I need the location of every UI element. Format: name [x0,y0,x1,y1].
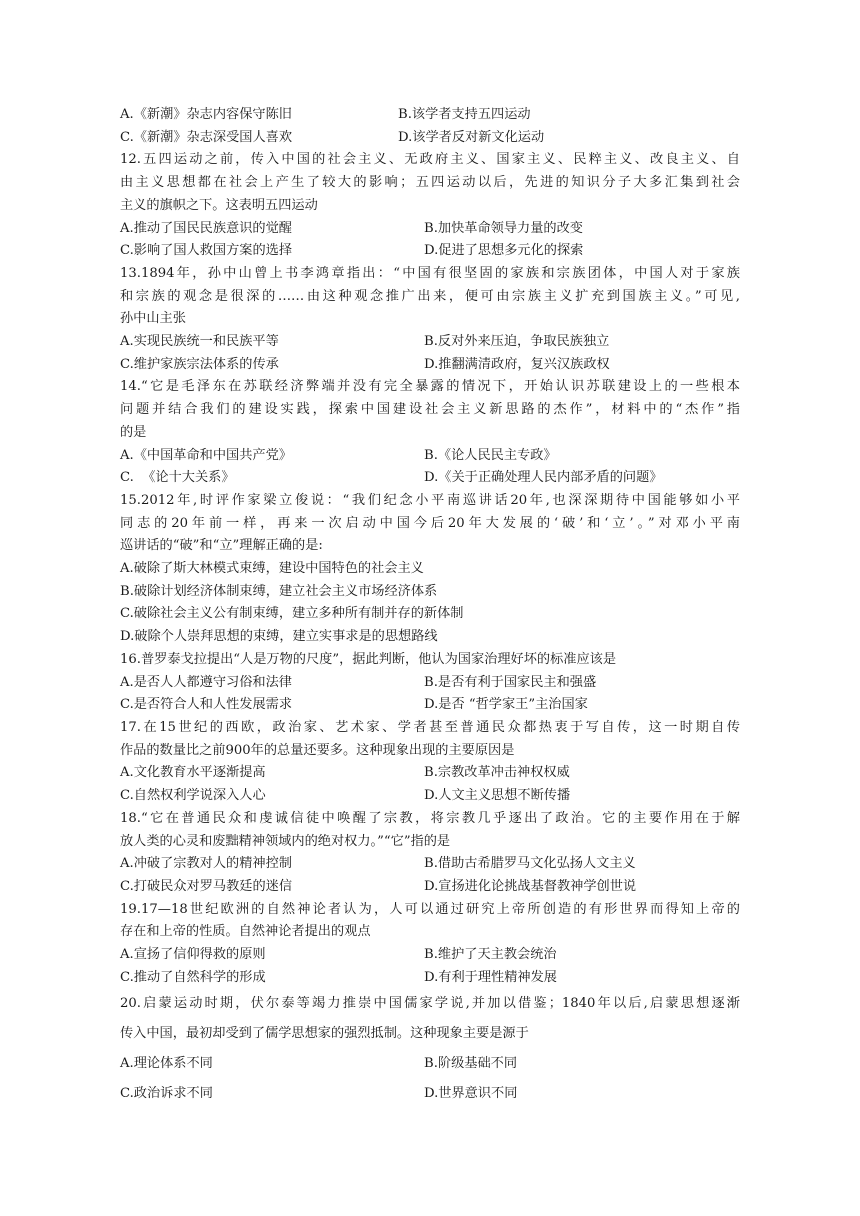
question-19 [120,899,740,990]
q17-option-a: A.文化教育水平逐渐提高 [120,765,266,781]
question-13 [120,263,740,377]
q13-options-row-1 [120,331,740,354]
q14-option-d: D.《关于正确处理人民内部矛盾的问题》 [424,470,663,486]
q12-stem-line-3: 主义的旗帜之下。这表明五四运动 [120,197,318,213]
question-14 [120,376,740,490]
q11-options-row-1 [120,104,740,127]
q15-stem-line-1: 15.2012年,时评作家梁立俊说：“我们纪念小平南巡讲话20年,也深深期待中国能够如小平 [120,492,740,508]
q13-stem-line-2: 和宗族的观念是很深的……由这种观念推广出来，便可由宗族主义扩充到国族主义。”可见, [120,288,740,304]
q11-option-c: C.《新潮》杂志深受国人喜欢 [120,129,293,145]
q17-options-row-2 [120,785,740,808]
q13-stem-line-1: 13.1894年，孙中山曾上书李鸿章指出：“中国有很坚固的家族和宗族团体，中国人对于家族 [120,265,740,281]
q11-option-b: B.该学者支持五四运动 [398,107,531,122]
q12-stem-line-1: 12.五四运动之前，传入中国的社会主义、无政府主义、国家主义、民粹主义、改良主义、自 [120,152,740,168]
q16-stem-line-1: 16.普罗泰戈拉提出“人是万物的尺度”，据此判断，他认为国家治理好坏的标准应该是 [120,651,617,667]
q12-options-row-1 [120,218,740,241]
q18-option-c: C.打破民众对罗马教廷的迷信 [120,878,293,894]
q17-stem-line-1: 17.在15世纪的西欧，政治家、艺术家、学者甚至普通民众都热衷于写自传，这一时期自传 [120,719,740,735]
q12-option-a: A.推动了国民民族意识的觉醒 [120,220,292,236]
q16-options-row-1 [120,672,740,695]
q18-option-d: D.宣扬进化论挑战基督教神学创世说 [424,878,637,894]
q18-option-a: A.冲破了宗教对人的精神控制 [120,856,292,872]
q13-option-b: B.反对外来压迫，争取民族独立 [424,334,610,350]
q20-options-row-1 [120,1049,740,1079]
q11-option-d: D.该学者反对新文化运动 [398,129,545,145]
q11-options-row-2 [120,127,740,150]
q18-options-row-2 [120,876,740,899]
q16-option-d: D.是否 “哲学家王”主治国家 [424,697,588,713]
q14-option-b: B.《论人民民主专政》 [424,447,557,463]
q13-option-a: A.实现民族统一和民族平等 [120,334,279,350]
q20-option-a: A.理论体系不同 [120,1056,213,1072]
q19-option-b: B.维护了天主教会统治 [424,947,557,963]
question-16 [120,649,740,717]
q18-stem-line-1: 18.“它在普通民众和虔诚信徒中唤醒了宗教，将宗教几乎逐出了政治。它的主要作用在于解 [120,810,740,826]
q19-options-row-1 [120,944,740,967]
q19-options-row-2 [120,967,740,990]
q14-options-row-2 [120,467,740,490]
question-15 [120,490,740,649]
q17-option-c: C.自然权利学说深入人心 [120,788,266,804]
q17-option-b: B.宗教改革冲击神权权威 [424,765,570,781]
q15-option-c: C.破除社会主义公有制束缚，建立多种所有制并存的新体制 [120,606,464,622]
question-20 [120,989,740,1109]
q14-stem-line-1: 14.“它是毛泽东在苏联经济弊端并没有完全暴露的情况下，开始认识苏联建设上的一些根本 [120,379,740,395]
q16-option-a: A.是否人人都遵守习俗和法律 [120,674,292,690]
q13-option-c: C.维护家族宗法体系的传承 [120,356,279,372]
q20-option-d: D.世界意识不同 [424,1086,518,1102]
q15-option-d: D.破除个人崇拜思想的束缚，建立实事求是的思想路线 [120,629,438,645]
q15-option-b: B.破除计划经济体制束缚，建立社会主义市场经济体系 [120,583,438,599]
q12-option-c: C.影响了国人救国方案的选择 [120,243,293,259]
q14-stem-line-2: 问题并结合我们的建设实践，探索中国建设社会主义新思路的杰作”，材料中的“杰作”指 [120,402,740,418]
q14-options-row-1 [120,445,740,468]
q13-option-d: D.推翻满清政府，复兴汉族政权 [424,356,610,372]
q18-stem-line-2: 放人类的心灵和废黜精神领域内的绝对权力。”“它”指的是 [120,833,451,849]
q12-options-row-2 [120,240,740,263]
q11-option-a: A.《新潮》杂志内容保守陈旧 [120,107,292,122]
exam-page [120,104,740,1109]
q12-stem-line-2: 由主义思想都在社会上产生了较大的影响；五四运动以后，先进的知识分子大多汇集到社会 [120,175,740,191]
q17-option-d: D.人文主义思想不断传播 [424,788,571,804]
q18-options-row-1 [120,853,740,876]
q16-options-row-2 [120,694,740,717]
q14-stem-line-3: 的是 [120,424,147,440]
q19-option-a: A.宣扬了信仰得救的原则 [120,947,266,963]
q17-stem-line-2: 作品的数量比之前900年的总量还要多。这种现象出现的主要原因是 [120,742,515,758]
q13-options-row-2 [120,354,740,377]
q15-option-a: A.破除了斯大林模式束缚，建设中国特色的社会主义 [120,561,424,577]
q20-stem-line-1: 20.启蒙运动时期，伏尔泰等竭力推崇中国儒家学说,并加以借鉴；1840年以后,启蒙思想逐渐 [120,996,740,1012]
question-17 [120,717,740,808]
q12-option-d: D.促进了思想多元化的探索 [424,243,584,259]
q17-options-row-1 [120,762,740,785]
q13-stem-line-3: 孙中山主张 [120,311,186,327]
q20-option-b: B.阶级基础不同 [424,1056,518,1072]
q16-option-c: C.是否符合人和人性发展需求 [120,697,293,713]
q20-options-row-2 [120,1079,740,1109]
question-18 [120,808,740,899]
q15-stem-line-3: 巡讲话的“破”和“立”理解正确的是: [120,538,323,554]
q20-stem-line-2: 传入中国，最初却受到了儒学思想家的强烈抵制。这种现象主要是源于 [120,1026,529,1042]
q19-option-c: C.推动了自然科学的形成 [120,969,266,985]
q14-option-c: C. 《论十大关系》 [120,470,235,486]
q18-option-b: B.借助古希腊罗马文化弘扬人文主义 [424,856,636,872]
q20-option-c: C.政治诉求不同 [120,1086,213,1102]
q16-option-b: B.是否有利于国家民主和强盛 [424,674,597,690]
q19-stem-line-1: 19.17—18世纪欧洲的自然神论者认为，人可以通过研究上帝所创造的有形世界而得知上帝的 [120,901,740,917]
q12-option-b: B.加快革命领导力量的改变 [424,220,583,236]
question-12 [120,149,740,263]
q14-option-a: A.《中国革命和中国共产党》 [120,447,292,463]
q19-option-d: D.有利于理性精神发展 [424,969,557,985]
q15-stem-line-2: 同志的20年前一样，再来一次启动中国今后20年大发展的‘破’和‘立’。”对邓小平南 [120,515,740,531]
q19-stem-line-2: 存在和上帝的性质。自然神论者提出的观点 [120,924,371,940]
